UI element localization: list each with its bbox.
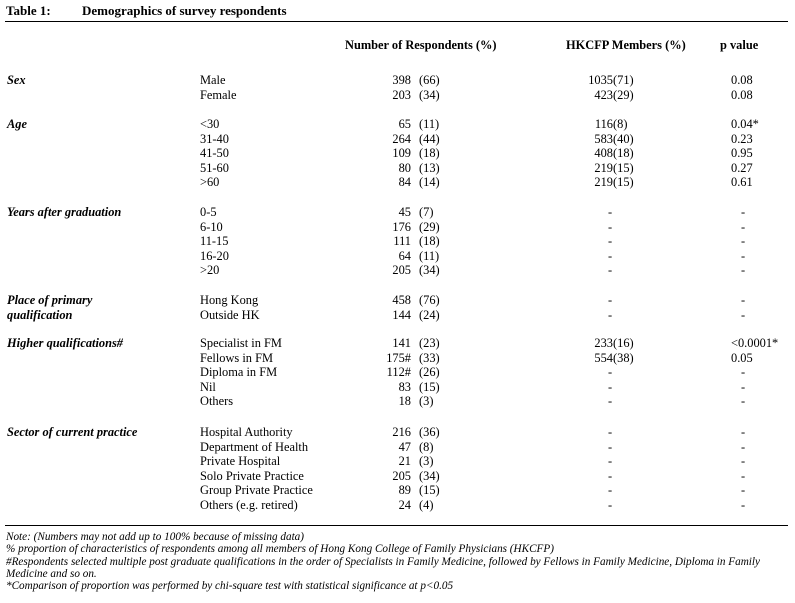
p-value-empty: - xyxy=(741,365,746,380)
members-empty: - xyxy=(608,425,613,439)
note-line: *Comparison of proportion was performed by chi-square test with statistical significance at p<0.05 xyxy=(6,580,454,593)
respondents-count: 47 xyxy=(398,439,411,454)
respondents-percent: (7) xyxy=(419,205,434,219)
respondents-percent: (44) xyxy=(419,131,440,146)
category-cell: Others (e.g. retired) xyxy=(200,498,298,512)
respondents-percent: (34) xyxy=(419,263,440,278)
p-value-cell: 0.04* xyxy=(731,117,759,131)
table-row xyxy=(0,234,795,249)
members-percent: (8) xyxy=(613,117,628,131)
respondents-percent: (29) xyxy=(419,219,440,234)
respondents-percent: (3) xyxy=(419,394,434,409)
members-empty: - xyxy=(608,219,613,234)
category-cell: 6-10 xyxy=(200,219,223,234)
respondents-count: 83 xyxy=(398,379,411,394)
section-label: Age xyxy=(7,117,27,131)
members-empty: - xyxy=(608,293,613,307)
members-count: 116 xyxy=(594,117,613,131)
respondents-percent: (23) xyxy=(419,336,440,350)
section-label: Years after graduation xyxy=(7,205,122,219)
members-percent: (29) xyxy=(613,87,634,102)
members-empty: - xyxy=(608,498,613,512)
section-label: Sector of current practice xyxy=(7,425,138,439)
table-row xyxy=(0,351,795,366)
table-row xyxy=(0,425,795,440)
table-notes xyxy=(6,531,788,592)
table-row xyxy=(0,483,795,498)
p-value-empty: - xyxy=(741,219,746,234)
respondents-count: 89 xyxy=(398,483,411,498)
table-row xyxy=(0,336,795,351)
p-value-cell: <0.0001* xyxy=(731,336,779,350)
category-cell: Department of Health xyxy=(200,439,309,454)
p-value-cell: 0.08 xyxy=(731,87,753,102)
members-empty: - xyxy=(608,263,613,278)
table-row xyxy=(0,293,795,308)
table-row xyxy=(0,308,795,323)
table-row xyxy=(0,498,795,513)
section-label: qualification xyxy=(7,307,73,322)
respondents-percent: (15) xyxy=(419,379,440,394)
category-cell: <30 xyxy=(200,117,220,131)
respondents-count: 45 xyxy=(398,205,411,219)
respondents-percent: (14) xyxy=(419,175,440,190)
table-row xyxy=(0,88,795,103)
respondents-count: 18 xyxy=(398,394,411,409)
table-number: Table 1: xyxy=(6,3,51,18)
p-value-empty: - xyxy=(741,468,746,483)
respondents-count: 65 xyxy=(398,117,411,131)
p-value-empty: - xyxy=(741,439,746,454)
members-count: 408 xyxy=(594,146,613,161)
respondents-count: 80 xyxy=(398,160,411,175)
category-cell: Group Private Practice xyxy=(200,483,313,498)
members-percent: (16) xyxy=(613,336,634,350)
respondents-percent: (18) xyxy=(419,146,440,161)
category-cell: >20 xyxy=(200,263,220,278)
category-cell: 11-15 xyxy=(200,234,229,249)
p-value-empty: - xyxy=(741,394,746,409)
respondents-count: 64 xyxy=(398,248,411,263)
p-value-empty: - xyxy=(741,425,746,439)
respondents-percent: (11) xyxy=(419,248,440,263)
category-cell: Hong Kong xyxy=(200,293,259,307)
p-value-empty: - xyxy=(741,498,746,512)
header-p-value: p value xyxy=(720,38,759,52)
section-label: Higher qualifications# xyxy=(7,336,124,350)
respondents-count: 84 xyxy=(398,175,411,190)
p-value-cell: 0.61 xyxy=(731,175,753,190)
p-value-empty: - xyxy=(741,248,746,263)
members-empty: - xyxy=(608,248,613,263)
p-value-empty: - xyxy=(741,263,746,278)
p-value-cell: 0.08 xyxy=(731,73,753,87)
category-cell: Solo Private Practice xyxy=(200,468,304,483)
members-percent: (71) xyxy=(613,73,634,87)
p-value-empty: - xyxy=(741,205,746,219)
category-cell: Male xyxy=(200,73,226,87)
respondents-count: 458 xyxy=(392,293,411,307)
respondents-count: 111 xyxy=(393,234,411,249)
respondents-count: 112# xyxy=(386,365,411,380)
members-count: 583 xyxy=(594,131,613,146)
p-value-empty: - xyxy=(741,483,746,498)
table-title xyxy=(6,3,287,19)
table-row xyxy=(0,220,795,235)
respondents-percent: (26) xyxy=(419,365,440,380)
respondents-percent: (34) xyxy=(419,87,440,102)
respondents-count: 175# xyxy=(386,350,411,365)
table-row xyxy=(0,175,795,190)
p-value-cell: 0.27 xyxy=(731,160,753,175)
respondents-percent: (24) xyxy=(419,307,440,322)
table-row xyxy=(0,161,795,176)
category-cell: Diploma in FM xyxy=(200,365,278,380)
category-cell: 16-20 xyxy=(200,248,229,263)
members-count: 219 xyxy=(594,160,613,175)
members-count: 219 xyxy=(594,175,613,190)
respondents-count: 141 xyxy=(392,336,411,350)
section-label: Place of primary xyxy=(7,293,93,307)
members-empty: - xyxy=(608,365,613,380)
note-line: #Respondents selected multiple post graduate qualifications in the order of Specialists in Family Medicine, followed by Fellows in Family Medicine, Diploma in Family Medicine and so on. xyxy=(6,555,760,580)
table-row xyxy=(0,146,795,161)
members-empty: - xyxy=(608,307,613,322)
members-empty: - xyxy=(608,205,613,219)
table-caption: Demographics of survey respondents xyxy=(82,3,287,18)
section-label: Sex xyxy=(7,73,26,87)
p-value-cell: 0.95 xyxy=(731,146,753,161)
respondents-count: 205 xyxy=(392,468,411,483)
members-empty: - xyxy=(608,379,613,394)
table-row xyxy=(0,73,795,88)
respondents-percent: (3) xyxy=(419,454,434,469)
header-hkcfp-members: HKCFP Members (%) xyxy=(566,38,686,52)
respondents-percent: (33) xyxy=(419,350,440,365)
table-row xyxy=(0,117,795,132)
table-row xyxy=(0,132,795,147)
category-cell: 41-50 xyxy=(200,146,229,161)
respondents-percent: (76) xyxy=(419,293,440,307)
respondents-count: 144 xyxy=(392,307,411,322)
members-percent: (18) xyxy=(613,146,634,161)
bottom-rule xyxy=(5,525,788,526)
category-cell: Hospital Authority xyxy=(200,425,293,439)
members-empty: - xyxy=(608,468,613,483)
members-percent: (38) xyxy=(613,350,634,365)
category-cell: Specialist in FM xyxy=(200,336,282,350)
members-percent: (15) xyxy=(613,160,634,175)
top-rule xyxy=(5,21,788,22)
members-count: 1035 xyxy=(588,73,613,87)
category-cell: >60 xyxy=(200,175,220,190)
table-row xyxy=(0,394,795,409)
category-cell: Fellows in FM xyxy=(200,350,273,365)
respondents-count: 205 xyxy=(392,263,411,278)
members-empty: - xyxy=(608,454,613,469)
respondents-count: 398 xyxy=(392,73,411,87)
members-count: 423 xyxy=(594,87,613,102)
respondents-percent: (18) xyxy=(419,234,440,249)
p-value-empty: - xyxy=(741,234,746,249)
p-value-empty: - xyxy=(741,307,746,322)
p-value-empty: - xyxy=(741,379,746,394)
category-cell: Private Hospital xyxy=(200,454,281,469)
p-value-cell: 0.23 xyxy=(731,131,753,146)
table-row xyxy=(0,380,795,395)
respondents-percent: (66) xyxy=(419,73,440,87)
note-line: Note: (Numbers may not add up to 100% because of missing data) xyxy=(6,531,304,543)
p-value-empty: - xyxy=(741,293,746,307)
table-row xyxy=(0,454,795,469)
table-row xyxy=(0,365,795,380)
members-empty: - xyxy=(608,234,613,249)
header-respondents: Number of Respondents (%) xyxy=(345,38,497,52)
category-cell: 0-5 xyxy=(200,205,217,219)
members-percent: (40) xyxy=(613,131,634,146)
table-row xyxy=(0,440,795,455)
respondents-percent: (36) xyxy=(419,425,440,439)
respondents-count: 264 xyxy=(392,131,411,146)
category-cell: 31-40 xyxy=(200,131,229,146)
respondents-count: 176 xyxy=(392,219,411,234)
respondents-percent: (11) xyxy=(419,117,440,131)
p-value-empty: - xyxy=(741,454,746,469)
category-cell: 51-60 xyxy=(200,160,229,175)
members-empty: - xyxy=(608,439,613,454)
table-row xyxy=(0,469,795,484)
members-count: 233 xyxy=(594,336,613,350)
category-cell: Others xyxy=(200,394,234,409)
respondents-count: 21 xyxy=(398,454,411,469)
members-empty: - xyxy=(608,483,613,498)
p-value-cell: 0.05 xyxy=(731,350,753,365)
respondents-percent: (15) xyxy=(419,483,440,498)
respondents-count: 216 xyxy=(392,425,411,439)
category-cell: Nil xyxy=(200,379,216,394)
respondents-percent: (34) xyxy=(419,468,440,483)
note-line: % proportion of characteristics of respondents among all members of Hong Kong College of Family Physicians (HKCFP) xyxy=(6,543,554,556)
table-row xyxy=(0,263,795,278)
respondents-percent: (8) xyxy=(419,439,434,454)
respondents-count: 203 xyxy=(392,87,411,102)
members-count: 554 xyxy=(594,350,613,365)
respondents-count: 24 xyxy=(398,498,411,512)
category-cell: Female xyxy=(200,87,237,102)
members-empty: - xyxy=(608,394,613,409)
members-percent: (15) xyxy=(613,175,634,190)
table-row xyxy=(0,205,795,220)
respondents-count: 109 xyxy=(392,146,411,161)
category-cell: Outside HK xyxy=(200,307,260,322)
respondents-percent: (13) xyxy=(419,160,440,175)
table-row xyxy=(0,249,795,264)
respondents-percent: (4) xyxy=(419,498,434,512)
